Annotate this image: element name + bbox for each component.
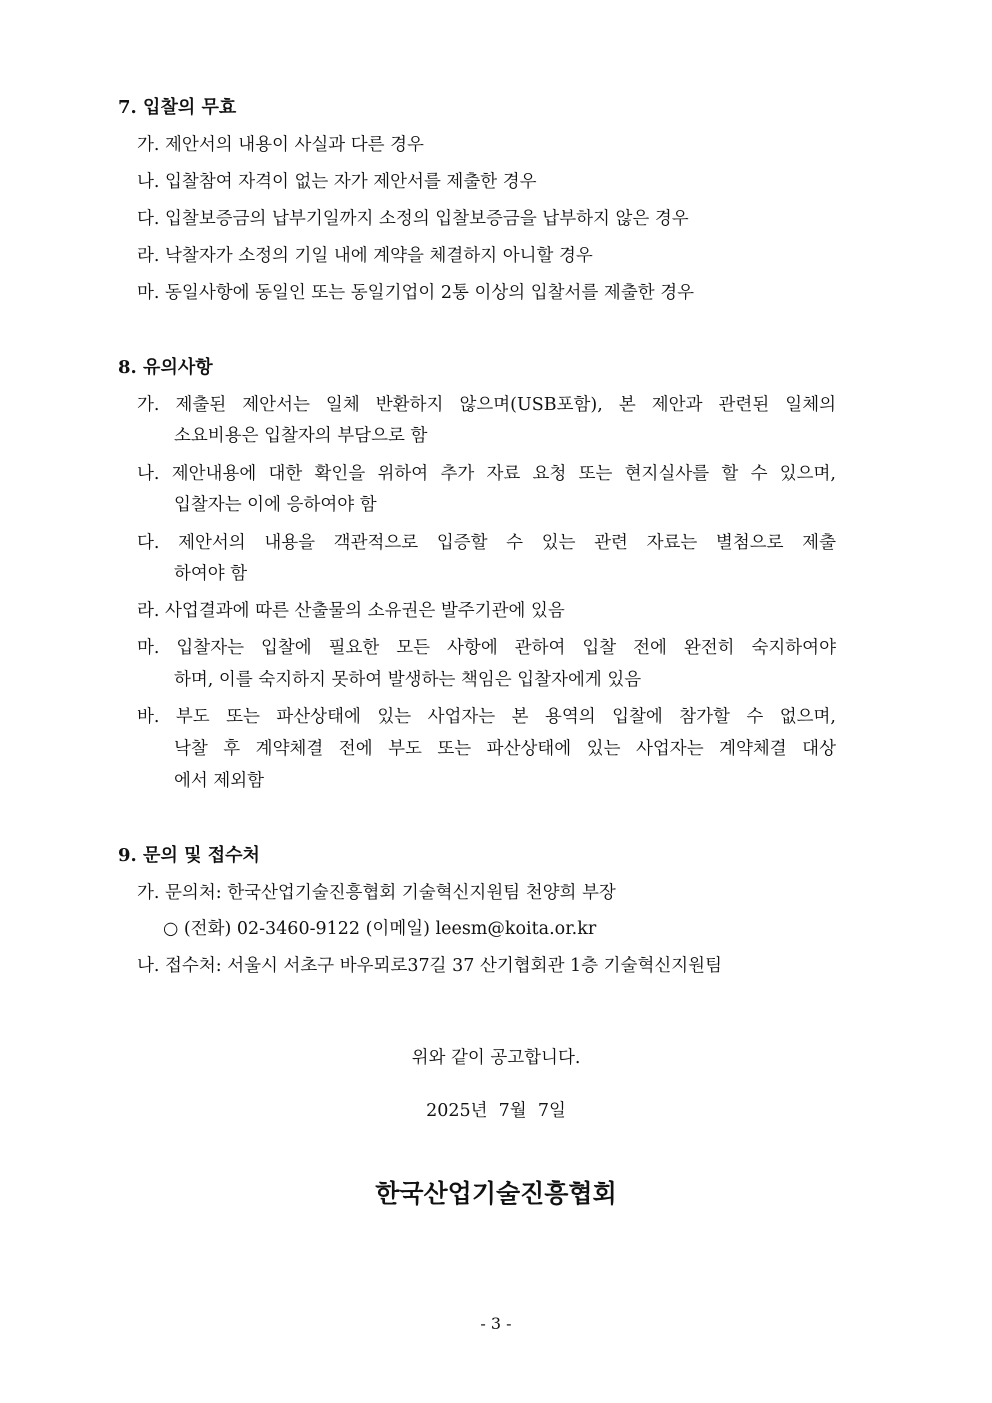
section-8-item: 다. 제안서의 내용을 객관적으로 입증할 수 있는 관련 자료는 별첨으로 제출 xyxy=(137,533,836,553)
section-8-item-continuation: 하며, 이를 숙지하지 못하여 발생하는 책임은 입찰자에게 있음 xyxy=(174,670,642,690)
page-number: - 3 - xyxy=(480,1314,512,1333)
section-8-item: 라. 사업결과에 따른 산출물의 소유권은 발주기관에 있음 xyxy=(137,601,565,621)
section-7-item: 가. 제안서의 내용이 사실과 다른 경우 xyxy=(137,135,424,155)
section-7-title: 7. 입찰의 무효 xyxy=(118,97,237,118)
section-7-item: 라. 낙찰자가 소정의 기일 내에 계약을 체결하지 아니할 경우 xyxy=(137,246,593,266)
section-8-item: 마. 입찰자는 입찰에 필요한 모든 사항에 관하여 입찰 전에 완전히 숙지하여야 xyxy=(137,638,836,658)
section-8-item-continuation: 입찰자는 이에 응하여야 함 xyxy=(174,495,377,515)
inquiry-contact: 가. 문의처: 한국산업기술진흥협회 기술혁신지원팀 천양희 부장 xyxy=(137,883,616,903)
announcement-date: 2025년 7월 7일 xyxy=(426,1101,566,1121)
section-8-item: 가. 제출된 제안서는 일체 반환하지 않으며(USB포함), 본 제안과 관련된 일체의 xyxy=(137,395,836,415)
reception-address: 나. 접수처: 서울시 서초구 바우뫼로37길 37 산기협회관 1층 기술혁신지원팀 xyxy=(137,956,722,976)
section-7-item: 마. 동일사항에 동일인 또는 동일기업이 2통 이상의 입찰서를 제출한 경우 xyxy=(137,283,695,303)
section-8-item-continuation: 낙찰 후 계약체결 전에 부도 또는 파산상태에 있는 사업자는 계약체결 대상 xyxy=(174,739,836,759)
organization-name: 한국산업기술진흥협회 xyxy=(375,1179,617,1208)
section-8-item-continuation: 에서 제외함 xyxy=(174,771,265,791)
section-8-item: 바. 부도 또는 파산상태에 있는 사업자는 본 용역의 입찰에 참가할 수 없으며, xyxy=(137,707,836,727)
section-8-item-continuation: 소요비용은 입찰자의 부담으로 함 xyxy=(174,426,428,446)
closing-statement: 위와 같이 공고합니다. xyxy=(411,1048,581,1068)
contact-details: ○ (전화) 02-3460-9122 (이메일) leesm@koita.or.kr xyxy=(163,919,597,939)
section-9-title: 9. 문의 및 접수처 xyxy=(118,845,260,866)
section-8-item-continuation: 하여야 함 xyxy=(174,564,248,584)
section-7-item: 나. 입찰참여 자격이 없는 자가 제안서를 제출한 경우 xyxy=(137,172,537,192)
section-7-item: 다. 입찰보증금의 납부기일까지 소정의 입찰보증금을 납부하지 않은 경우 xyxy=(137,209,689,229)
section-8-title: 8. 유의사항 xyxy=(118,357,213,378)
section-8-item: 나. 제안내용에 대한 확인을 위하여 추가 자료 요청 또는 현지실사를 할 수 있으며, xyxy=(137,464,836,484)
